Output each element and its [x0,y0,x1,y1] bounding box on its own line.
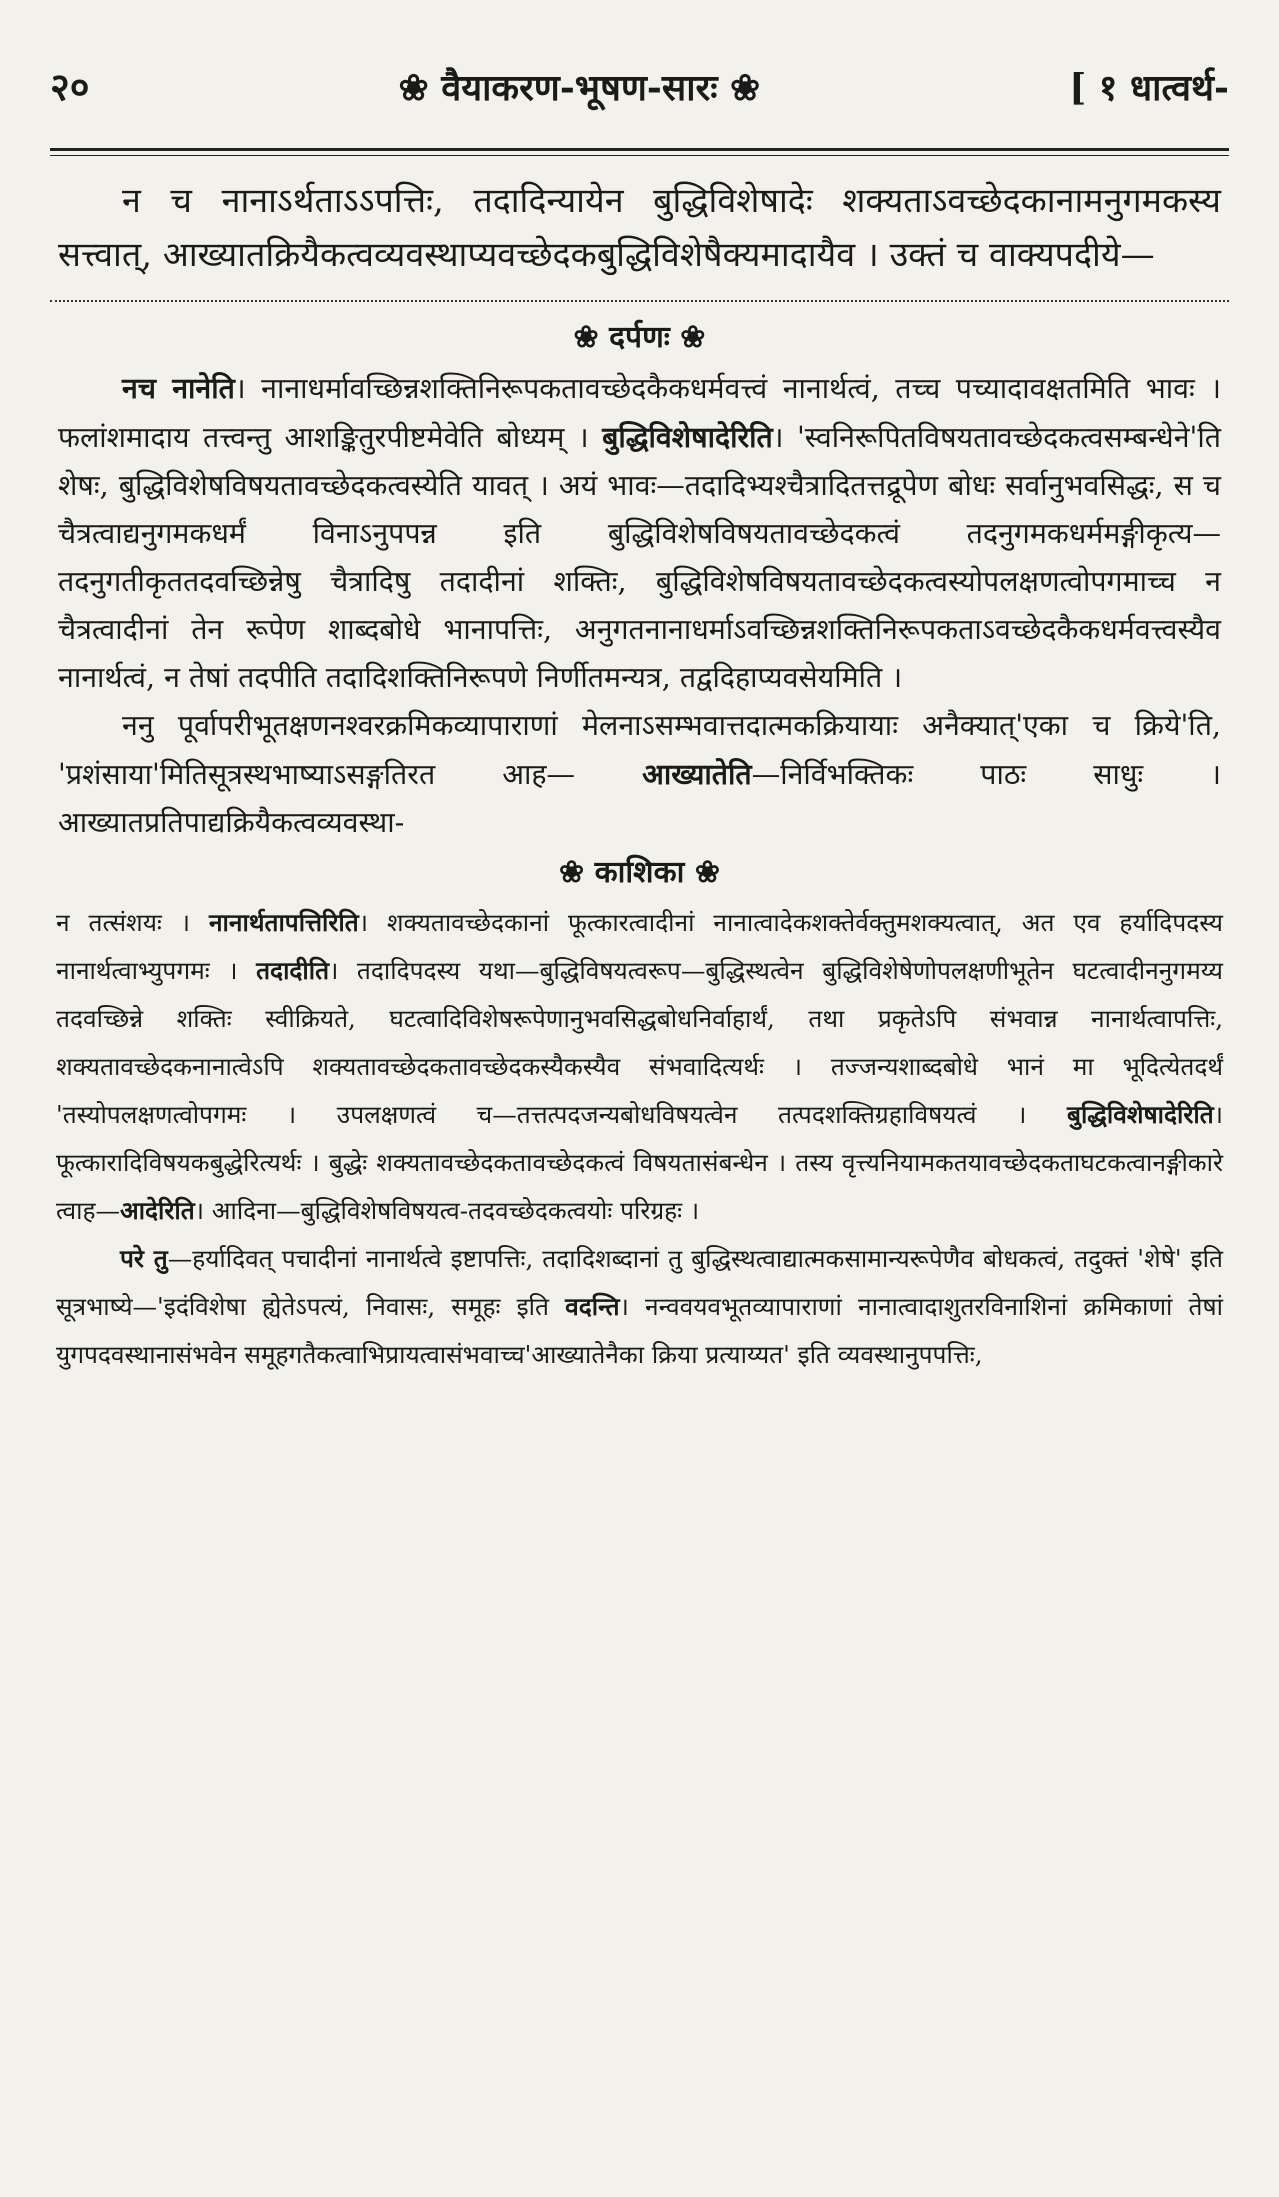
darpana-paragraph-2 [58,702,1221,847]
paragraph-text: । तदादिपदस्य यथा—बुद्धिविषयत्वरूप—बुद्धिस्थत्वेन बुद्धिविशेषेणोपलक्षणीभूतेन घटत्वादीननुगमय्य तदवच्छिन्ने शक्तिः स्वीक्रियते, घटत्वादिविशेषरूपेणानुभवसिद्धबोधनिर्वाहार्थं, तथा प्रकृतेऽपि संभवान्न नानार्थत्वापत्तिः, शक्यतावच्छेदकनानात्वेऽपि शक्यतावच्छेदकतावच्छेदकस्यैकस्यैव संभवादित्यर्थः । तज्जन्यशाब्दबोधे भानं मा भूदित्येतदर्थं 'तस्योपलक्षणत्वोपगमः । उपलक्षणत्वं च—तत्तत्पदजन्यबोधविषयत्वेन तत्पदशक्तिग्रहाविषयत्वं । [56,956,1223,1129]
keyword: नानार्थतापत्तिरिति [208,908,359,937]
running-header [50,60,1229,110]
paragraph-text: —निर्विभक्तिकः पाठः साधुः । आख्यातप्रतिपाद्यक्रियैकत्वव्यवस्था- [58,758,1222,839]
dotted-separator [50,300,1229,302]
keyword: वदन्ति [565,1292,620,1321]
keyword: आख्यातेति [642,757,752,791]
keyword: आदेरिति [119,1196,195,1225]
kashika-paragraph-1 [56,899,1223,1235]
paragraph-text: । फूत्कारादिविषयकबुद्धेरित्यर्थः । बुद्धेः शक्यतावच्छेदकतावच्छेदकत्वं विषयतासंबन्धेन । तस्य वृत्त्यनियामकतयावच्छेदकताघटकत्वानङ्गीकारे त्वाह— [56,1100,1223,1225]
paragraph-text: । आदिना—बुद्धिविशेषविषयत्व-तदवच्छेदकत्वयोः परिग्रहः । [194,1196,700,1225]
keyword: परे तु [120,1244,168,1273]
darpana-paragraph-1 [58,364,1221,702]
paragraph-text: न तत्संशयः । [56,908,191,937]
kashika-paragraph-2 [56,1235,1223,1379]
kashika-title: ❀ काशिका ❀ [559,855,720,890]
keyword: नच नानेति [122,371,235,405]
keyword: बुद्धिविशेषादेरिति [1066,1100,1214,1129]
keyword: बुद्धिविशेषादेरिति [602,420,773,454]
paragraph-text: । शक्यतावच्छेदकानां फूत्कारत्वादीनां नानात्वादेकशक्तेर्वक्तुमशक्यत्वात्, अत एव हर्यादिपदस्य नानार्थत्वाभ्युपगमः । [56,908,1223,985]
paragraph-text: । 'स्वनिरूपितविषयतावच्छेदकत्वसम्बन्धेने'ति शेषः, बुद्धिविशेषविषयतावच्छेदकत्वस्येति यावत् । अयं भावः—तदादिभ्यश्चैत्रादितत्तद्रूपेण बोधः सर्वानुभवसिद्धः, स च चैत्रत्वाद्यनुगमकधर्मं विनाऽनुपपन्न इति बुद्धिविशेषविषयतावच्छेदकत्वं तदनुगमकधर्ममङ्गीकृत्य—तदनुगतीकृततदवच्छिन्नेषु चैत्रादिषु तदादीनां शक्तिः, बुद्धिविशेषविषयतावच्छेदकत्वस्योपलक्षणत्वोपगमाच्च न चैत्रत्वादीनां तेन रूपेण शाब्दबोधे भानापत्तिः, अनुगतनानाधर्माऽवच्छिन्नशक्तिनिरूपकताऽवच्छेदकैकधर्मवत्त्वस्यैव नानार्थत्वं, न तेषां तदपीति तदादिशक्तिनिरूपणे निर्णीतमन्यत्र, तद्वदिहाप्यवसेयमिति । [58,421,1221,694]
kashika-commentary [50,851,1229,1379]
paragraph-text: । नानाधर्मावच्छिन्नशक्तिनिरूपकतावच्छेदकैकधर्मवत्त्वं नानार्थत्वं, तच्च पच्यादावक्षतमिति भावः । फलांशमादाय तत्त्वन्तु आशङ्कितुरपीष्टमेवेति बोध्यम् । [58,372,1222,454]
paragraph-text: । नन्ववयवभूतव्यापाराणां नानात्वादाशुतरविनाशिनां क्रमिकाणां तेषां युगपदवस्थानासंभवेन समूहगतैकत्वाभिप्रायत्वासंभवाच्च'आख्यातेनैका क्रिया प्रत्याय्यत' इति व्यवस्थानुपपत्तिः, [56,1292,1223,1369]
header-rule [50,148,1229,156]
keyword: तदादीति [256,956,330,985]
darpana-commentary [50,316,1229,847]
page-number: २० [50,64,90,109]
paragraph-text: —हर्यादिवत् पचादीनां नानार्थत्वे इष्टापत्तिः, तदादिशब्दानां तु बुद्धिस्थत्वाद्यात्मकसामान्यरूपेणैव बोधकत्वं, तदुक्तं 'शेषे' इति सूत्रभाष्ये—'इदंविशेषा ह्येतेऽपत्यं, निवासः, समूहः इति [56,1244,1223,1321]
section-label: [ १ धात्वर्थ- [1069,67,1229,109]
book-title: ❀ वैयाकरण-भूषण-सारः ❀ [398,67,761,109]
darpana-title: ❀ दर्पणः ❀ [573,320,706,355]
paragraph-text: ननु पूर्वापरीभूतक्षणनश्वरक्रमिकव्यापाराणां मेलनाऽसम्भवात्तदात्मकक्रियायाः अनैक्यात्'एका च क्रिये'ति, 'प्रशंसाया'मितिसूत्रस्थभाष्याऽसङ्गतिरत आह— [58,709,1221,791]
mula-text: न च नानाऽर्थताऽऽपत्तिः, तदादिन्यायेन बुद्धिविशेषादेः शक्यताऽवच्छेदकानामनुगमकस्य सत्त्वात्, आख्यातक्रियैकत्वव्यवस्थाप्यवच्छेदकबुद्धिविशेषैक्यमादायैव । उक्तं च वाक्यपदीये— [58,181,1221,275]
